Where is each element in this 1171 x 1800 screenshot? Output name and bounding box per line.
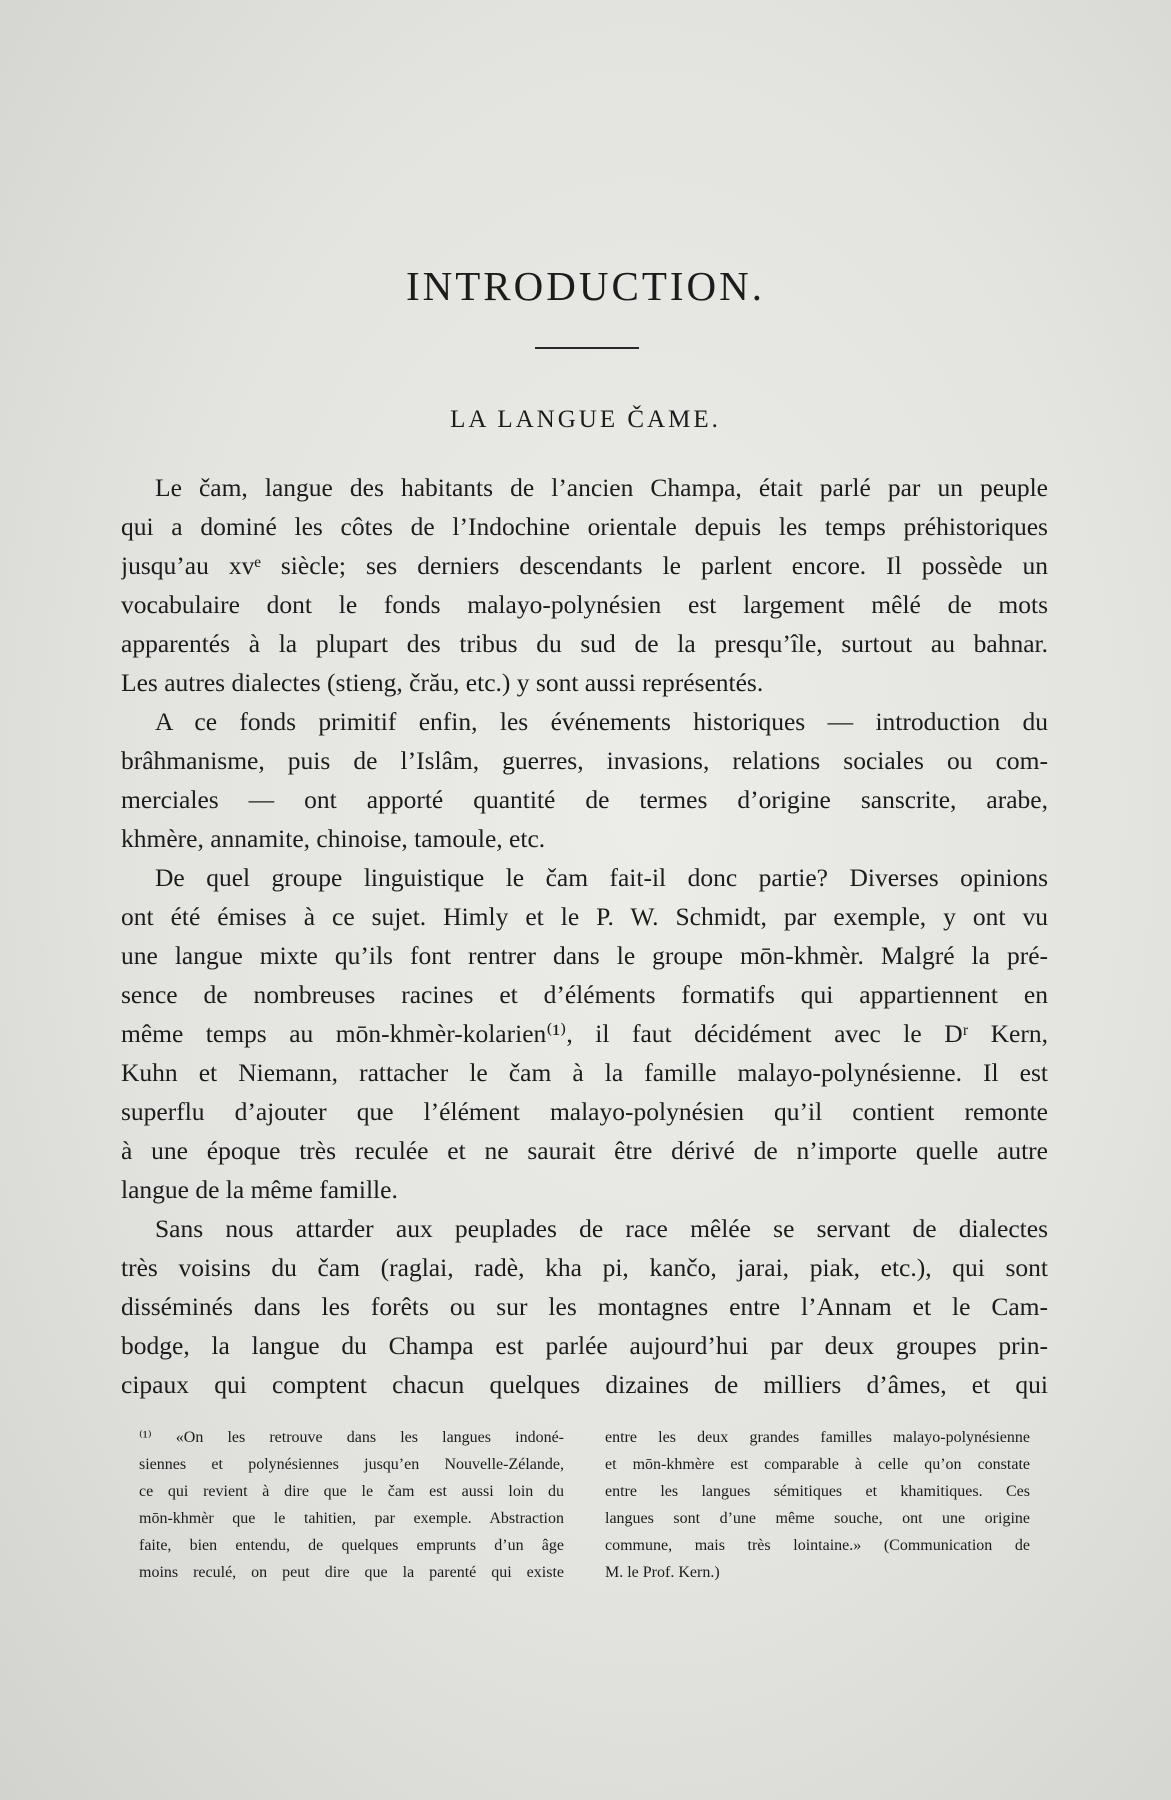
footnote-line: entre les langues sémitiques et khamitiques. Ces <box>605 1483 1030 1500</box>
body-line: Le čam, langue des habitants de l’ancien Champa, était parlé par un peuple <box>155 473 1048 502</box>
body-line: langue de la même famille. <box>121 1175 398 1204</box>
footnote-line: moins reculé, on peut dire que la parenté qui existe <box>139 1564 564 1581</box>
footnote-line: siennes et polynésiennes jusqu’en Nouvelle-Zélande, <box>139 1456 564 1473</box>
footnote-column-right <box>605 1424 1030 1586</box>
body-line: brâhmanisme, puis de l’Islâm, guerres, invasions, relations sociales ou com- <box>121 746 1048 775</box>
body-line: superflu d’ajouter que l’élément malayo-polynésien qu’il contient remonte <box>121 1097 1048 1126</box>
footnote-column-left <box>139 1424 564 1586</box>
body-line: à une époque très reculée et ne saurait être dérivé de n’importe quelle autre <box>121 1136 1048 1165</box>
footnote-line: et mōn-khmère est comparable à celle qu’on constate <box>605 1456 1030 1473</box>
footnote-line: ⁽¹⁾ «On les retrouve dans les langues indoné- <box>139 1429 564 1446</box>
footnote-line: ce qui revient à dire que le čam est aussi loin du <box>139 1483 564 1500</box>
footnote-line: entre les deux grandes familles malayo-polynésienne <box>605 1429 1030 1446</box>
body-line: De quel groupe linguistique le čam fait-il donc partie? Diverses opinions <box>155 863 1048 892</box>
footnote-line: M. le Prof. Kern.) <box>605 1564 720 1581</box>
body-line: disséminés dans les forêts ou sur les montagnes entre l’Annam et le Cam- <box>121 1292 1048 1321</box>
body-line: une langue mixte qu’ils font rentrer dans le groupe mōn-khmèr. Malgré la pré- <box>121 941 1048 970</box>
body-line: merciales — ont apporté quantité de termes d’origine sanscrite, arabe, <box>121 785 1048 814</box>
body-line: jusqu’au xvᵉ siècle; ses derniers descendants le parlent encore. Il possède un <box>121 551 1048 580</box>
footnote-line: commune, mais très lointaine.» (Communication de <box>605 1537 1030 1554</box>
body-line: Sans nous attarder aux peuplades de race mêlée se servant de dialectes <box>155 1214 1048 1243</box>
body-line: cipaux qui comptent chacun quelques dizaines de milliers d’âmes, et qui <box>121 1370 1048 1399</box>
page-title: INTRODUCTION. <box>406 263 765 309</box>
body-line: vocabulaire dont le fonds malayo-polynésien est largement mêlé de mots <box>121 590 1048 619</box>
body-line: sence de nombreuses racines et d’éléments formatifs qui appartiennent en <box>121 980 1048 1009</box>
body-line: même temps au mōn-khmèr-kolarien⁽¹⁾, il faut décidément avec le Dʳ Kern, <box>121 1019 1048 1048</box>
body-line: Kuhn et Niemann, rattacher le čam à la famille malayo-polynésienne. Il est <box>121 1058 1048 1087</box>
title-divider <box>535 347 639 349</box>
footnote-line: langues sont d’une même souche, ont une origine <box>605 1510 1030 1527</box>
footnote-line: mōn-khmèr que le tahitien, par exemple. Abstraction <box>139 1510 564 1527</box>
body-line: qui a dominé les côtes de l’Indochine orientale depuis les temps préhistoriques <box>121 512 1048 541</box>
body-line: khmère, annamite, chinoise, tamoule, etc. <box>121 824 546 853</box>
section-title: LA LANGUE ČAME. <box>450 406 721 433</box>
footnote-line: faite, bien entendu, de quelques emprunts d’un âge <box>139 1537 564 1554</box>
body-line: Les autres dialectes (stieng, črău, etc.) y sont aussi représentés. <box>121 668 764 697</box>
body-line: bodge, la langue du Champa est parlée aujourd’hui par deux groupes prin- <box>121 1331 1048 1360</box>
body-text <box>121 468 1048 1404</box>
body-line: apparentés à la plupart des tribus du sud de la presqu’île, surtout au bahnar. <box>121 629 1048 658</box>
body-line: A ce fonds primitif enfin, les événements historiques — introduction du <box>155 707 1048 736</box>
body-line: ont été émises à ce sujet. Himly et le P. W. Schmidt, par exemple, y ont vu <box>121 902 1048 931</box>
body-line: très voisins du čam (raglai, radè, kha pi, kančo, jarai, piak, etc.), qui sont <box>121 1253 1048 1282</box>
